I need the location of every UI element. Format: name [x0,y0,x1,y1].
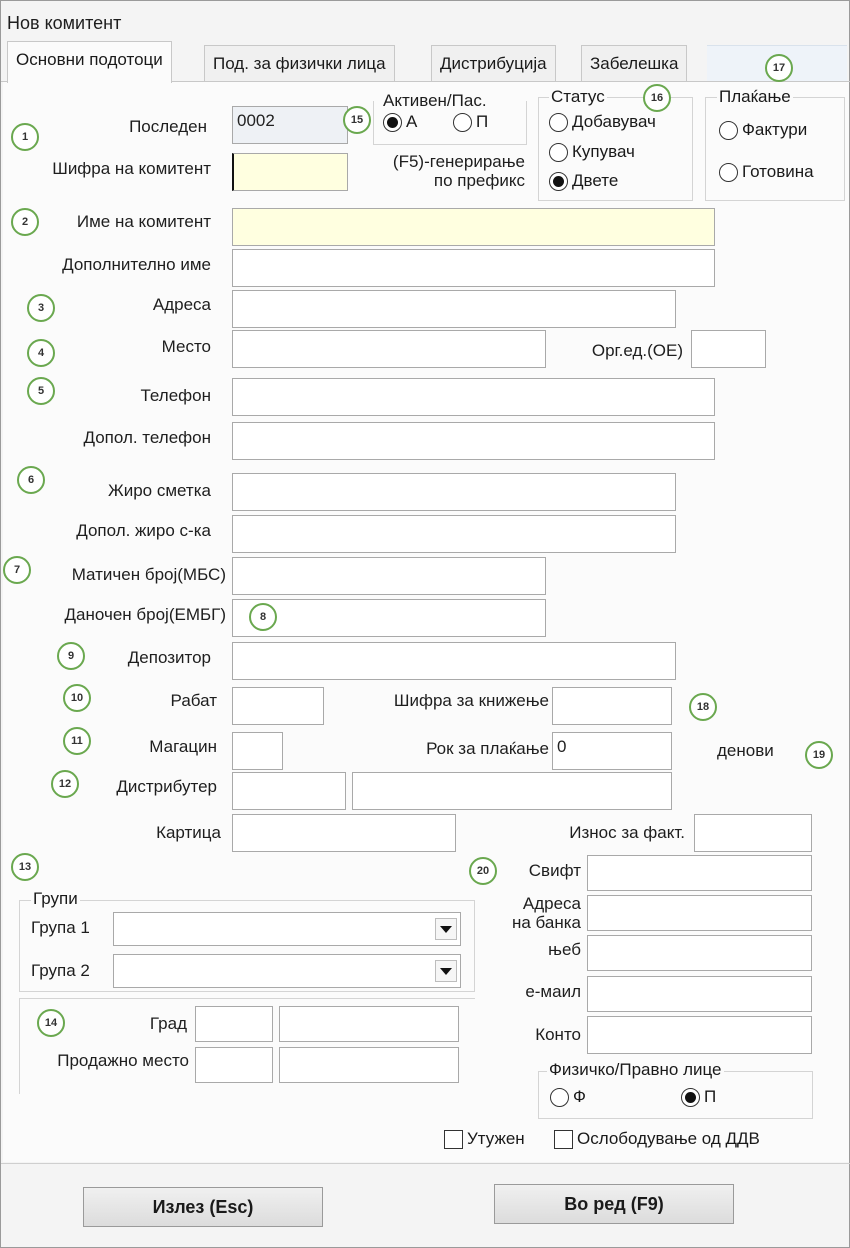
radio-invoices-circle[interactable] [719,121,738,140]
web-label: њеб [548,940,581,959]
org-unit-label: Орг.ед.(ОЕ) [591,341,683,360]
city-label: Град [149,1014,187,1033]
sued-checkbox-box[interactable] [444,1130,463,1149]
bank-account-input[interactable] [232,473,676,511]
additional-phone-label: Допол. телефон [83,428,211,447]
sales-point-label: Продажно место [57,1051,189,1070]
radio-invoices-label: Фактури [742,120,808,139]
radio-invoices[interactable] [719,120,807,140]
radio-buyer[interactable] [549,142,635,162]
bank-address-label [481,894,581,932]
distributor-code-input[interactable] [232,772,346,810]
phone-input[interactable] [232,378,715,416]
warehouse-input[interactable] [232,732,283,770]
sued-checkbox[interactable] [444,1129,525,1149]
tax-number-input[interactable] [232,599,546,637]
invoice-amount-label: Износ за факт. [569,823,685,842]
group1-select[interactable] [113,912,461,946]
radio-supplier-circle[interactable] [549,113,568,132]
ok-button[interactable]: Во ред (F9) [494,1184,734,1224]
footer-divider [1,1163,850,1164]
radio-legal[interactable] [681,1087,716,1107]
radio-passive[interactable] [453,112,488,132]
depositor-input[interactable] [232,642,676,680]
address-input[interactable] [232,290,676,328]
last-code-field: 0002 [232,106,348,144]
client-name-label: Име на комитент [76,212,211,231]
bank-account-label: Жиро сметка [108,481,211,500]
client-code-label: Шифра на комитент [52,159,211,178]
distributor-label: Дистрибутер [116,777,217,796]
address-label: Адреса [152,295,211,314]
group2-label: Група 2 [31,961,90,980]
place-input[interactable] [232,330,546,368]
registration-number-input[interactable] [232,557,546,595]
badge-8: 8 [249,603,277,631]
active-passive-title: Активен/Пас. [383,91,487,110]
posting-code-input[interactable] [552,687,672,725]
bank-address-label-1: Адреса [522,894,581,913]
radio-cash-circle[interactable] [719,163,738,182]
card-input[interactable] [232,814,456,852]
radio-cash-label: Готовина [742,162,814,181]
payment-group [705,97,845,201]
city-name-input[interactable] [279,1006,459,1042]
radio-both-label: Двете [572,171,619,190]
exit-button[interactable]: Излез (Esc) [83,1187,323,1227]
radio-buyer-label: Купувач [572,142,635,161]
group2-select[interactable] [113,954,461,988]
badge-10: 10 [63,684,91,712]
additional-name-label: Дополнително име [62,255,211,274]
tax-number-label: Даночен број(ЕМБГ) [64,605,226,624]
account-label: Конто [535,1025,581,1044]
discount-label: Рабат [170,691,217,710]
person-type-title: Физичко/Правно лице [549,1060,722,1079]
badge-18: 18 [689,693,717,721]
window-title: Нов комитент [7,13,122,33]
vat-exempt-checkbox[interactable] [554,1129,760,1149]
org-unit-input[interactable] [691,330,766,368]
radio-supplier-label: Добавувач [572,112,656,131]
radio-cash[interactable] [719,162,814,182]
discount-input[interactable] [232,687,324,725]
f5-hint [351,152,525,190]
badge-4: 4 [27,339,55,367]
swift-input[interactable] [587,855,812,891]
badge-12: 12 [51,770,79,798]
sued-checkbox-label: Утужен [467,1129,525,1148]
chevron-down-icon[interactable] [435,918,457,940]
tab-physical-persons[interactable]: Под. за физички лица [204,45,395,81]
badge-19: 19 [805,741,833,769]
registration-number-label: Матичен број(МБС) [71,565,226,584]
bank-address-label-2: на банка [511,913,581,932]
posting-code-label: Шифра за книжење [393,691,549,710]
badge-5: 5 [27,377,55,405]
badge-15: 15 [343,106,371,134]
phone-label: Телефон [140,386,211,405]
additional-name-input[interactable] [232,249,715,287]
status-title: Статус [551,87,605,106]
payment-term-label: Рок за плаќање [426,739,549,758]
radio-legal-label: П [704,1087,717,1106]
radio-passive-circle[interactable] [453,113,472,132]
radio-both[interactable] [549,171,618,191]
badge-7: 7 [3,556,31,584]
badge-1: 1 [11,123,39,151]
web-input[interactable] [587,935,812,971]
radio-both-circle[interactable] [549,172,568,191]
radio-active[interactable] [383,112,417,132]
groups-title: Групи [33,889,78,908]
swift-label: Свифт [528,861,581,880]
account-input[interactable] [587,1016,812,1054]
group1-label: Група 1 [31,918,90,937]
badge-13: 13 [11,853,39,881]
additional-phone-input[interactable] [232,422,715,460]
tab-notes[interactable]: Забелешка [581,45,687,81]
radio-buyer-circle[interactable] [549,143,568,162]
badge-2: 2 [11,208,39,236]
badge-6: 6 [17,466,45,494]
additional-account-label: Допол. жиро с-ка [76,521,211,540]
place-label: Место [161,337,211,356]
f5-hint-line2: по префикс [433,171,525,190]
tab-basic-data[interactable]: Основни подотоци [7,41,172,83]
radio-physical[interactable] [550,1087,586,1107]
distributor-name-input[interactable] [352,772,672,810]
f5-hint-line1: (F5)-генерирање [392,152,525,171]
sales-point-code-input[interactable] [195,1047,273,1083]
radio-passive-label: П [476,112,489,131]
chevron-down-icon[interactable] [435,960,457,982]
bank-address-input[interactable] [587,895,812,931]
city-code-input[interactable] [195,1006,273,1042]
badge-16: 16 [643,84,671,112]
badge-20: 20 [469,857,497,885]
last-label: Последен [129,117,207,136]
payment-title: Плаќање [719,87,791,106]
radio-active-circle[interactable] [383,113,402,132]
badge-9: 9 [57,642,85,670]
radio-legal-circle[interactable] [681,1088,700,1107]
days-label: денови [717,741,774,760]
radio-physical-label: Ф [573,1087,586,1106]
warehouse-label: Магацин [149,737,217,756]
badge-11: 11 [63,727,91,755]
radio-active-label: А [406,112,418,131]
badge-14: 14 [37,1009,65,1037]
vat-exempt-checkbox-box[interactable] [554,1130,573,1149]
tab-distribution[interactable]: Дистрибуција [431,45,556,81]
sales-point-name-input[interactable] [279,1047,459,1083]
email-input[interactable] [587,976,812,1012]
card-label: Картица [156,823,221,842]
vat-exempt-checkbox-label: Ослободување од ДДВ [577,1129,760,1148]
invoice-amount-input[interactable] [694,814,812,852]
radio-physical-circle[interactable] [550,1088,569,1107]
client-code-input[interactable] [232,153,348,191]
depositor-label: Депозитор [127,648,211,667]
badge-3: 3 [27,294,55,322]
additional-account-input[interactable] [232,515,676,553]
client-name-input[interactable] [232,208,715,246]
email-label: е-маил [525,982,581,1001]
payment-term-input[interactable]: 0 [552,732,672,770]
badge-17: 17 [765,54,793,82]
radio-supplier[interactable] [549,112,656,132]
